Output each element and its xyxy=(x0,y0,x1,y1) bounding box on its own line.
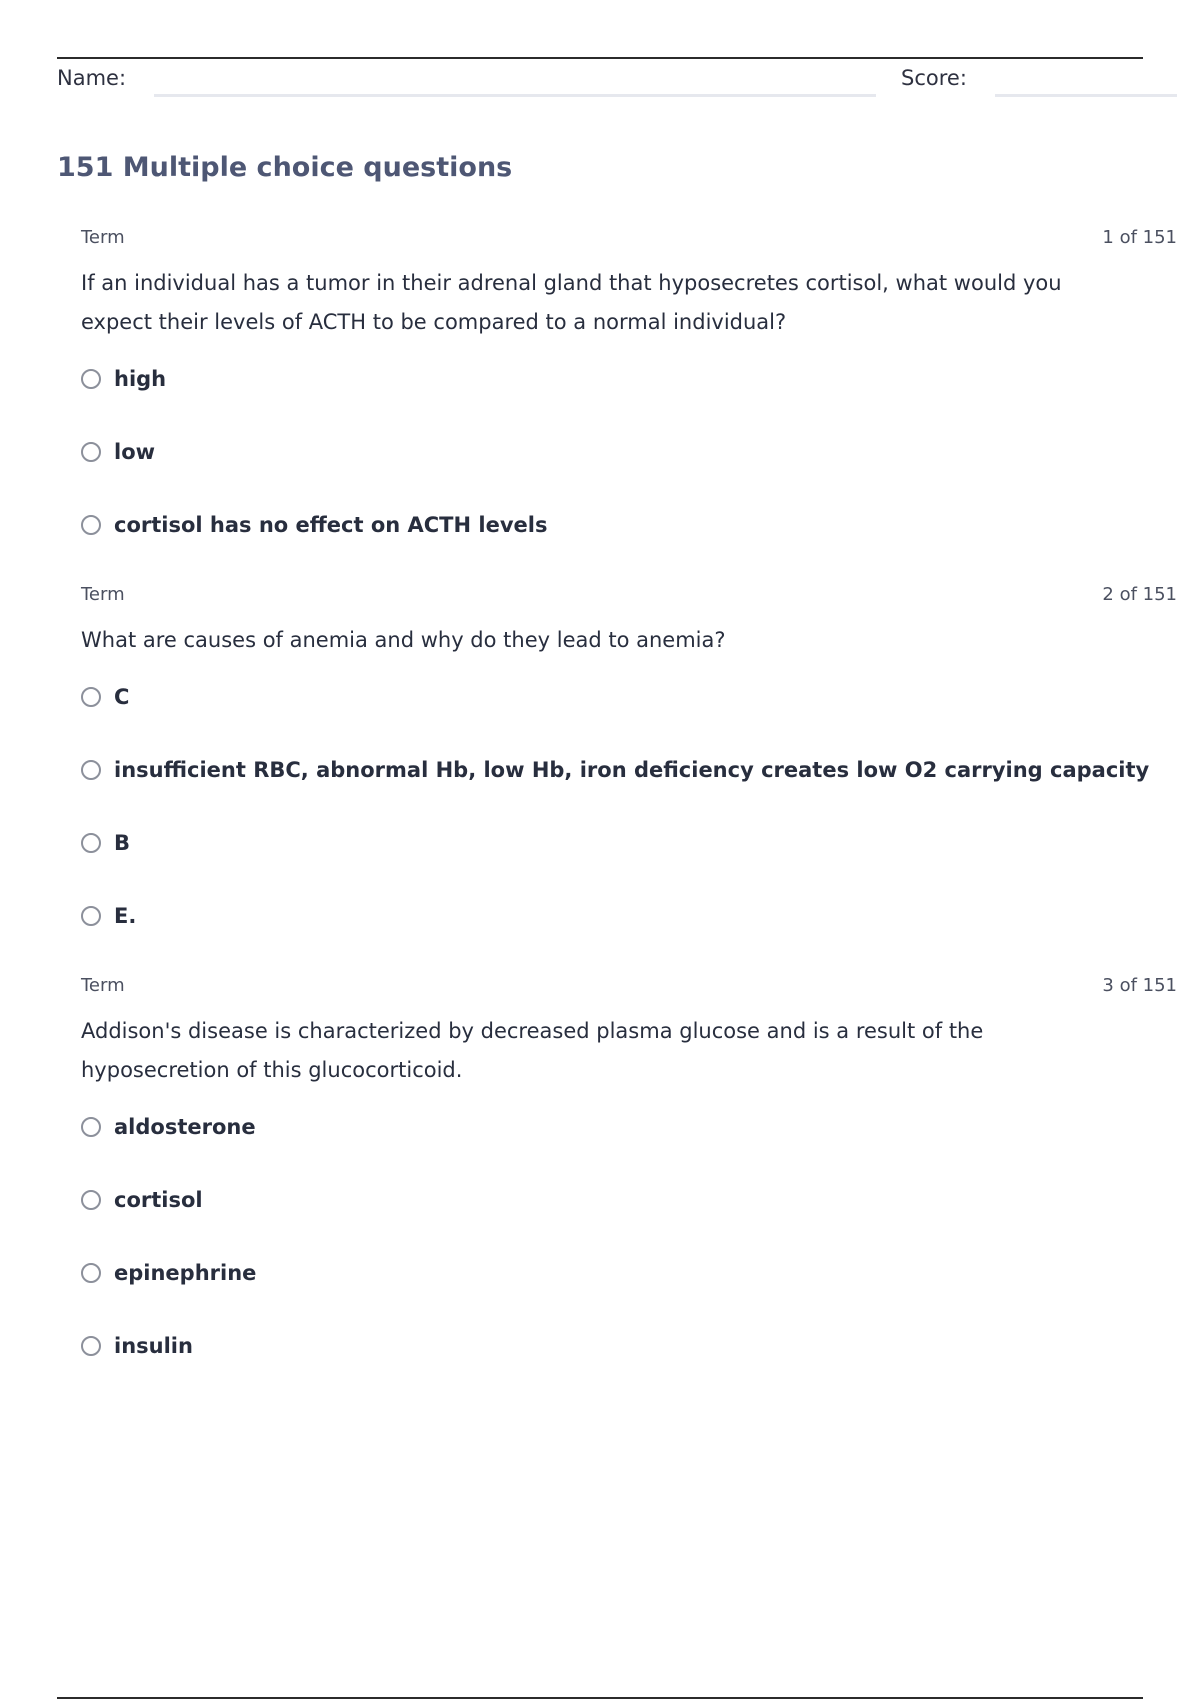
answer-option[interactable] xyxy=(81,415,1177,488)
radio-button-icon[interactable] xyxy=(81,1336,101,1356)
radio-button-icon[interactable] xyxy=(81,1190,101,1210)
radio-button-icon[interactable] xyxy=(81,760,101,780)
answer-option-label: C xyxy=(114,684,130,709)
name-field[interactable] xyxy=(154,94,876,97)
answer-option-label: B xyxy=(114,830,131,855)
answer-option[interactable] xyxy=(81,1236,1177,1309)
answer-option-label: insulin xyxy=(114,1333,193,1358)
radio-button-icon[interactable] xyxy=(81,906,101,926)
answer-option[interactable] xyxy=(81,1163,1177,1236)
answer-option-label: insufficient RBC, abnormal Hb, low Hb, iron deficiency creates low O2 carrying capacity xyxy=(114,757,1150,782)
question-counter: 2 of 151 xyxy=(1102,584,1177,605)
answer-option[interactable] xyxy=(81,488,1177,561)
question-counter: 1 of 151 xyxy=(1102,227,1177,248)
question-term-label: Term xyxy=(81,584,125,605)
question-header xyxy=(81,974,1177,1000)
answer-option[interactable] xyxy=(81,1090,1177,1163)
answer-option-label: E. xyxy=(114,903,137,928)
answer-option-label: cortisol xyxy=(114,1187,203,1212)
answer-options xyxy=(81,1090,1177,1382)
radio-button-icon[interactable] xyxy=(81,833,101,853)
name-label: Name: xyxy=(57,66,127,90)
radio-button-icon[interactable] xyxy=(81,1263,101,1283)
answer-options xyxy=(81,342,1177,561)
radio-button-icon[interactable] xyxy=(81,687,101,707)
question-header xyxy=(81,583,1177,609)
radio-button-icon[interactable] xyxy=(81,1117,101,1137)
bottom-rule xyxy=(57,1697,1143,1699)
radio-button-icon[interactable] xyxy=(81,515,101,535)
answer-option-label: cortisol has no effect on ACTH levels xyxy=(114,512,548,537)
answer-option[interactable] xyxy=(81,733,1177,806)
radio-button-icon[interactable] xyxy=(81,369,101,389)
question-text: If an individual has a tumor in their adrenal gland that hyposecretes cortisol, what would you expect their levels of ACTH to be compared to a normal individual? xyxy=(81,271,1062,334)
answer-option[interactable] xyxy=(81,342,1177,415)
question-term-label: Term xyxy=(81,975,125,996)
answer-options xyxy=(81,660,1177,952)
question-term-label: Term xyxy=(81,227,125,248)
answer-option[interactable] xyxy=(81,879,1177,952)
radio-button-icon[interactable] xyxy=(81,442,101,462)
answer-option[interactable] xyxy=(81,660,1177,733)
score-field[interactable] xyxy=(995,94,1177,97)
answer-option[interactable] xyxy=(81,806,1177,879)
answer-option-label: aldosterone xyxy=(114,1114,256,1139)
answer-option[interactable] xyxy=(81,1309,1177,1382)
question-1 xyxy=(81,226,1177,561)
question-text: What are causes of anemia and why do they lead to anemia? xyxy=(81,628,726,652)
score-label: Score: xyxy=(901,66,967,90)
answer-option-label: high xyxy=(114,366,167,391)
worksheet-header xyxy=(57,64,1177,100)
answer-option-label: epinephrine xyxy=(114,1260,257,1285)
question-counter: 3 of 151 xyxy=(1102,975,1177,996)
question-3 xyxy=(81,974,1177,1382)
question-2 xyxy=(81,583,1177,952)
question-text: Addison's disease is characterized by decreased plasma glucose and is a result of the hyposecretion of this glucocorticoid. xyxy=(81,1019,984,1082)
question-header xyxy=(81,226,1177,252)
answer-option-label: low xyxy=(114,439,156,464)
section-title: 151 Multiple choice questions xyxy=(57,152,513,183)
top-rule xyxy=(57,57,1143,59)
